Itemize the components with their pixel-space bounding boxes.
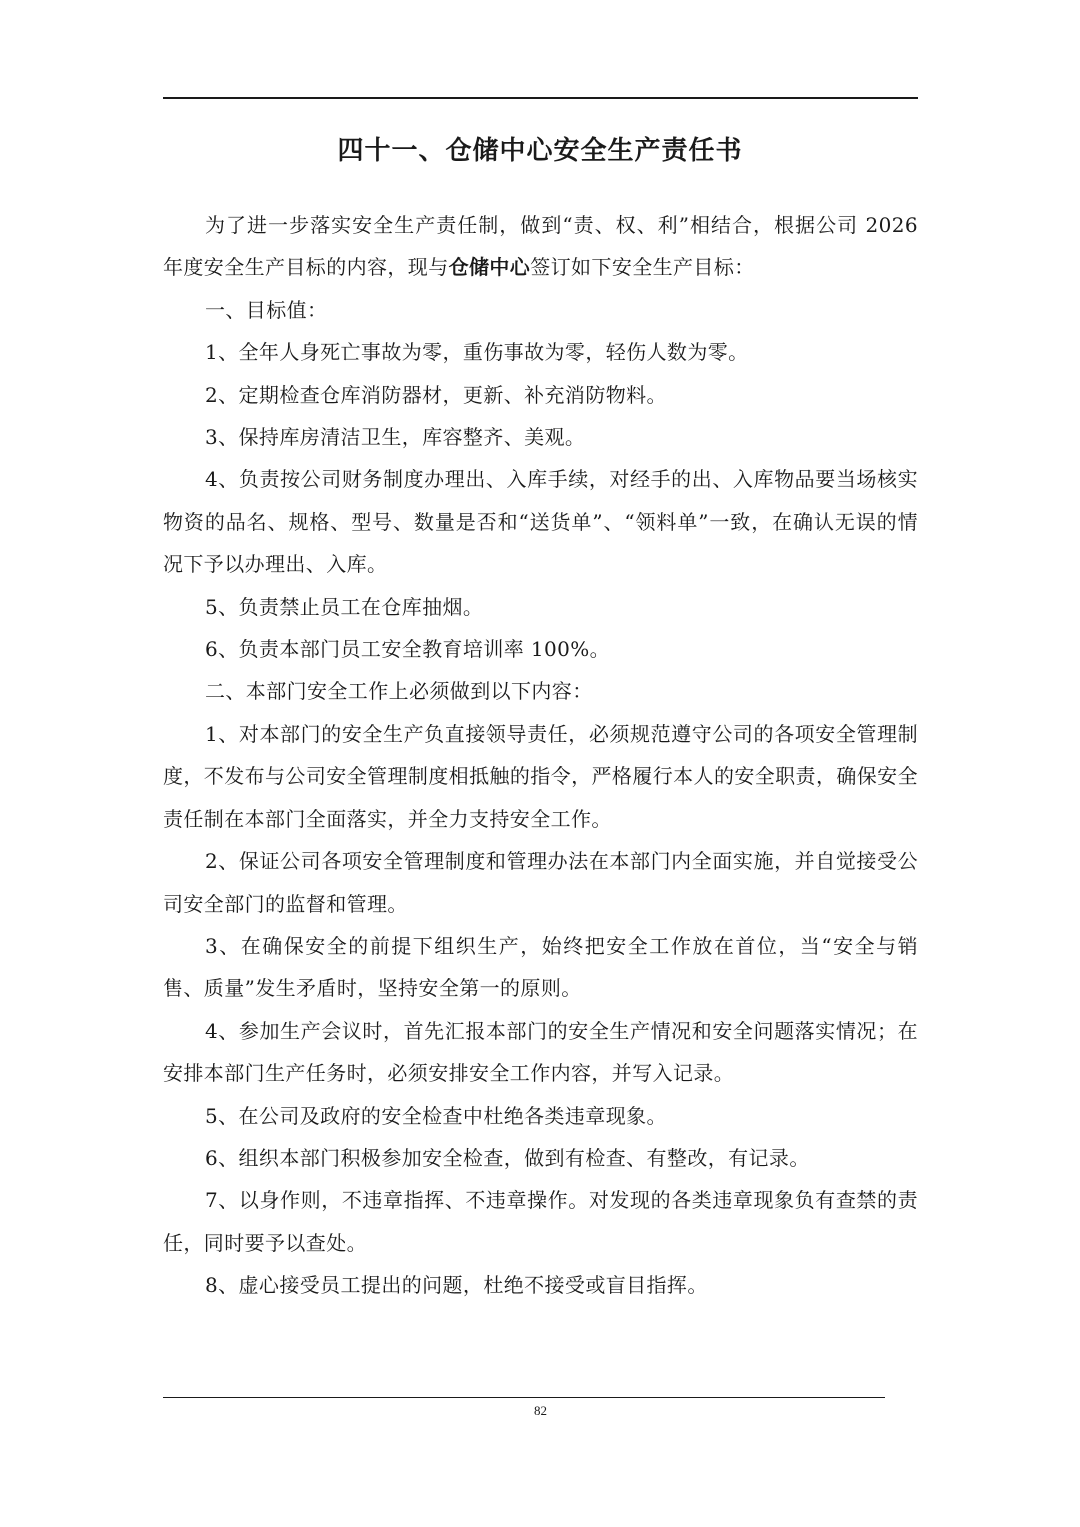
target-item: 4、负责按公司财务制度办理出、入库手续，对经手的出、入库物品要当场核实物资的品名、规格、型号、数量是否和“送货单”、“领料单”一致，在确认无误的情况下予以办理出、入库。 [163, 467, 918, 577]
footer-rule [163, 1397, 885, 1398]
target-item: 2、定期检查仓库消防器材，更新、补充消防物料。 [205, 382, 667, 407]
target-item: 5、负责禁止员工在仓库抽烟。 [205, 594, 484, 619]
requirement-item: 4、参加生产会议时，首先汇报本部门的安全生产情况和安全问题落实情况；在安排本部门生产任务时，必须安排安全工作内容，并写入记录。 [163, 1018, 918, 1086]
target-item: 6、负责本部门员工安全教育培训率 100%。 [205, 637, 611, 662]
page-number: 82 [534, 1403, 547, 1418]
intro-text-start: 为了进一步落实安全生产责任制，做到“责、权、利”相结合，根据公司 2026 年度安全生产目标的内容，现与 [163, 213, 918, 280]
requirement-item: 5、在公司及政府的安全检查中杜绝各类违章现象。 [205, 1103, 667, 1128]
requirement-item: 1、对本部门的安全生产负直接领导责任，必须规范遵守公司的各项安全管理制度，不发布与公司安全管理制度相抵触的指令，严格履行本人的安全职责，确保安全责任制在本部门全面落实，并全力支持安全工作。 [163, 721, 918, 831]
requirement-item: 7、以身作则，不违章指挥、不违章操作。对发现的各类违章现象负有查禁的责任，同时要予以查处。 [163, 1188, 918, 1255]
document-title: 四十一、仓储中心安全生产责任书 [337, 136, 743, 166]
section-heading-requirements: 二、本部门安全工作上必须做到以下内容： [205, 679, 593, 704]
intro-paragraph [163, 204, 918, 289]
requirement-item: 8、虚心接受员工提出的问题，杜绝不接受或盲目指挥。 [205, 1273, 708, 1298]
requirement-item: 6、组织本部门积极参加安全检查，做到有检查、有整改，有记录。 [205, 1145, 810, 1170]
document-body [163, 204, 918, 1307]
target-item: 3、保持库房清洁卫生，库容整齐、美观。 [205, 425, 586, 450]
requirement-item: 2、保证公司各项安全管理制度和管理办法在本部门内全面实施，并自觉接受公司安全部门的监督和管理。 [163, 849, 918, 916]
header-rule [163, 97, 918, 99]
intro-text-end: 签订如下安全生产目标： [530, 255, 755, 280]
requirement-item: 3、在确保安全的前提下组织生产，始终把安全工作放在首位，当“安全与销售、质量”发生矛盾时，坚持安全第一的原则。 [163, 933, 918, 1001]
department-name: 仓储中心 [448, 255, 531, 280]
target-item: 1、全年人身死亡事故为零，重伤事故为零，轻伤人数为零。 [205, 340, 749, 365]
section-heading-targets: 一、目标值： [205, 297, 328, 322]
